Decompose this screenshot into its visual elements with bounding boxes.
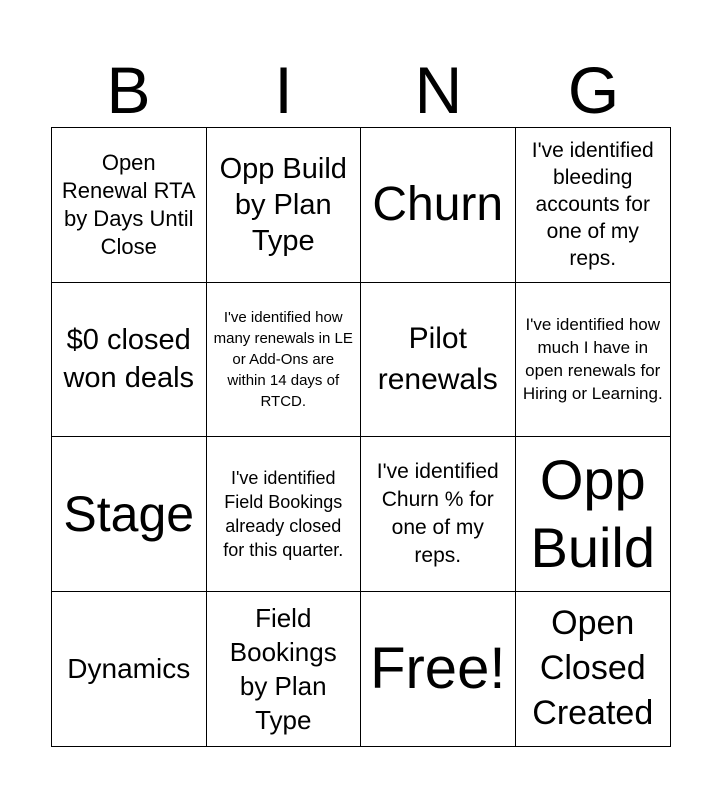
bingo-cell-text: Stage: [63, 485, 195, 542]
bingo-cell-text: Field Bookings by Plan Type: [229, 602, 337, 735]
bingo-cell[interactable]: [207, 128, 362, 283]
bingo-header: [51, 52, 671, 128]
bingo-cell-text: I've identified Field Bookings already closed for this quarter.: [223, 467, 344, 560]
bingo-cell-text: Open Renewal RTA by Days Until Close: [61, 149, 196, 259]
bingo-cell[interactable]: [361, 437, 516, 592]
bingo-cell[interactable]: [207, 437, 362, 592]
bingo-cell-text: Opp Build by Plan Type: [219, 152, 347, 257]
bingo-cell-text: Dynamics: [67, 652, 191, 684]
bingo-cell-text: Free!: [370, 635, 506, 701]
header-letter-i: I: [274, 53, 293, 127]
bingo-cell-text: Open Closed Created: [532, 604, 654, 733]
bingo-cell[interactable]: [52, 437, 207, 592]
bingo-cell-text: $0 closed won deals: [63, 324, 195, 395]
header-letter-n: N: [414, 53, 463, 127]
bingo-cell[interactable]: [207, 283, 362, 438]
bingo-cell-text: I've identified Churn % for one of my reps.: [376, 459, 499, 567]
bingo-cell[interactable]: [52, 283, 207, 438]
header-letter-b: B: [106, 53, 151, 127]
bingo-cell-text: Pilot renewals: [377, 322, 498, 397]
bingo-cell-text: I've identified how much I have in open renewals for Hiring or Learning.: [522, 315, 663, 404]
header-letter-g: G: [567, 53, 620, 127]
bingo-cell[interactable]: [516, 283, 671, 438]
bingo-cell[interactable]: [516, 592, 671, 747]
bingo-cell[interactable]: [516, 437, 671, 592]
bingo-cell-text: Opp Build: [530, 447, 656, 579]
bingo-cell[interactable]: [207, 592, 362, 747]
bingo-board: [51, 127, 671, 747]
bingo-cell[interactable]: [52, 128, 207, 283]
bingo-cell[interactable]: [516, 128, 671, 283]
bingo-cell[interactable]: [361, 128, 516, 283]
bingo-cell[interactable]: [361, 283, 516, 438]
bingo-cell[interactable]: [52, 592, 207, 747]
bingo-cell-text: Churn: [372, 177, 504, 231]
bingo-cell-text: I've identified how many renewals in LE or Add-Ons are within 14 days of RTCD.: [213, 308, 353, 410]
bingo-cell-text: I've identified bleeding accounts for one of my reps.: [531, 139, 654, 271]
bingo-cell[interactable]: [361, 592, 516, 747]
